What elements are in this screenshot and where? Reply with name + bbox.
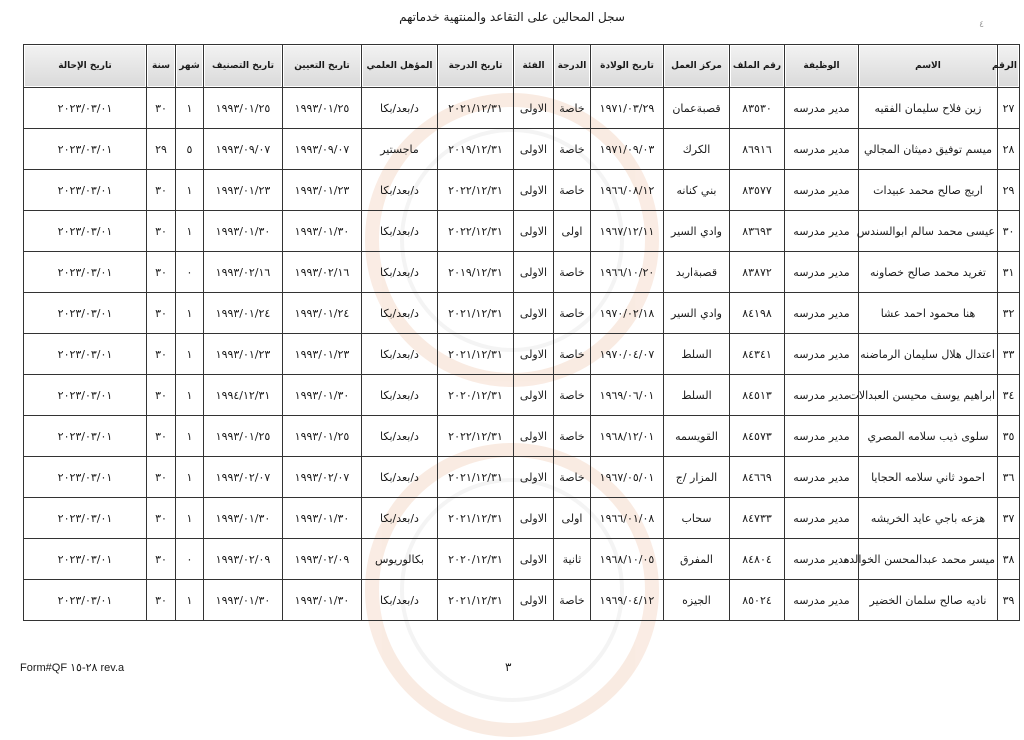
cell-job: مدير مدرسه — [785, 375, 859, 416]
cell-job: مدير مدرسه — [785, 170, 859, 211]
table-row — [24, 539, 1020, 580]
cell-no: ٣٢ — [998, 293, 1020, 334]
cell-year: ٣٠ — [147, 211, 176, 252]
col-header-classify-date: تاريخ التصنيف — [204, 45, 283, 88]
cell-referral-date: ٢٠٢٣/٠٣/٠١ — [24, 334, 147, 375]
cell-birth: ١٩٦٨/١٠/٠٥ — [591, 539, 664, 580]
table-row — [24, 334, 1020, 375]
cell-qualification: د/بعد/بكا — [362, 375, 438, 416]
cell-grade-date: ٢٠٢١/١٢/٣١ — [438, 580, 514, 621]
cell-file-no: ٨٤٥١٣ — [730, 375, 785, 416]
cell-qualification: د/بعد/بكا — [362, 252, 438, 293]
cell-name: هنا محمود احمد عشا — [859, 293, 998, 334]
cell-classify-date: ١٩٩٣/٠٢/١٦ — [204, 252, 283, 293]
cell-birth: ١٩٧١/٠٩/٠٣ — [591, 129, 664, 170]
cell-qualification: د/بعد/بكا — [362, 293, 438, 334]
cell-category: الاولى — [514, 293, 554, 334]
cell-name: زين فلاح سليمان الفقيه — [859, 88, 998, 129]
cell-birth: ١٩٧١/٠٣/٢٩ — [591, 88, 664, 129]
cell-job: مدير مدرسه — [785, 416, 859, 457]
cell-file-no: ٨٣٥٣٠ — [730, 88, 785, 129]
cell-file-no: ٨٣٦٩٣ — [730, 211, 785, 252]
cell-workplace: السلط — [664, 375, 730, 416]
table-row — [24, 129, 1020, 170]
cell-name: ناديه صالح سلمان الخضير — [859, 580, 998, 621]
cell-category: الاولى — [514, 539, 554, 580]
cell-file-no: ٨٤٨٠٤ — [730, 539, 785, 580]
col-header-qualification: المؤهل العلمي — [362, 45, 438, 88]
cell-grade: خاصة — [554, 129, 591, 170]
cell-year: ٣٠ — [147, 498, 176, 539]
cell-grade: ثانية — [554, 539, 591, 580]
cell-grade-date: ٢٠٢٢/١٢/٣١ — [438, 170, 514, 211]
page-title: سجل المحالين على التقاعد والمنتهية خدماتهم — [399, 10, 625, 24]
cell-month: ١ — [176, 334, 204, 375]
cell-category: الاولى — [514, 416, 554, 457]
cell-month: ٠ — [176, 539, 204, 580]
cell-qualification: د/بعد/بكا — [362, 416, 438, 457]
cell-month: ١ — [176, 170, 204, 211]
cell-grade-date: ٢٠٢٠/١٢/٣١ — [438, 539, 514, 580]
cell-classify-date: ١٩٩٣/٠١/٣٠ — [204, 580, 283, 621]
cell-job: مدير مدرسه — [785, 457, 859, 498]
cell-job: مدير مدرسه — [785, 580, 859, 621]
cell-job: مدير مدرسه — [785, 334, 859, 375]
cell-file-no: ٨٤٧٣٣ — [730, 498, 785, 539]
cell-classify-date: ١٩٩٣/٠١/٢٥ — [204, 88, 283, 129]
cell-classify-date: ١٩٩٣/٠٢/٠٧ — [204, 457, 283, 498]
col-header-file-no: رقم الملف — [730, 45, 785, 88]
cell-category: الاولى — [514, 170, 554, 211]
cell-grade: خاصة — [554, 170, 591, 211]
cell-appoint-date: ١٩٩٣/٠٩/٠٧ — [283, 129, 362, 170]
table-row — [24, 252, 1020, 293]
cell-grade-date: ٢٠٢١/١٢/٣١ — [438, 334, 514, 375]
cell-month: ١ — [176, 88, 204, 129]
cell-no: ٣٨ — [998, 539, 1020, 580]
cell-category: الاولى — [514, 211, 554, 252]
cell-job: مدير مدرسه — [785, 293, 859, 334]
cell-workplace: وادي السير — [664, 293, 730, 334]
cell-grade-date: ٢٠٢٠/١٢/٣١ — [438, 375, 514, 416]
cell-qualification: د/بعد/بكا — [362, 211, 438, 252]
cell-workplace: الجيزه — [664, 580, 730, 621]
table-row — [24, 498, 1020, 539]
col-header-referral-date: تاريخ الإحالة — [24, 45, 147, 88]
col-header-no: الرقم — [998, 45, 1020, 88]
cell-classify-date: ١٩٩٣/٠١/٢٥ — [204, 416, 283, 457]
cell-grade-date: ٢٠٢١/١٢/٣١ — [438, 88, 514, 129]
cell-appoint-date: ١٩٩٣/٠٢/٠٩ — [283, 539, 362, 580]
cell-birth: ١٩٦٦/٠٨/١٢ — [591, 170, 664, 211]
cell-classify-date: ١٩٩٣/٠١/٣٠ — [204, 211, 283, 252]
cell-grade: خاصة — [554, 252, 591, 293]
cell-year: ٣٠ — [147, 416, 176, 457]
cell-referral-date: ٢٠٢٣/٠٣/٠١ — [24, 457, 147, 498]
cell-qualification: بكالوريوس — [362, 539, 438, 580]
cell-file-no: ٨٥٠٢٤ — [730, 580, 785, 621]
cell-classify-date: ١٩٩٣/٠١/٢٣ — [204, 334, 283, 375]
cell-month: ١ — [176, 293, 204, 334]
cell-year: ٣٠ — [147, 334, 176, 375]
cell-appoint-date: ١٩٩٣/٠١/٢٣ — [283, 170, 362, 211]
table-row — [24, 88, 1020, 129]
cell-qualification: د/بعد/بكا — [362, 498, 438, 539]
table-header-row — [24, 45, 1020, 88]
cell-referral-date: ٢٠٢٣/٠٣/٠١ — [24, 170, 147, 211]
cell-birth: ١٩٧٠/٠٤/٠٧ — [591, 334, 664, 375]
cell-workplace: القويسمه — [664, 416, 730, 457]
cell-no: ٣٧ — [998, 498, 1020, 539]
cell-name: اعتدال هلال سليمان الرماضنه — [859, 334, 998, 375]
cell-appoint-date: ١٩٩٣/٠٢/١٦ — [283, 252, 362, 293]
col-header-grade: الدرجة — [554, 45, 591, 88]
cell-workplace: الكرك — [664, 129, 730, 170]
cell-classify-date: ١٩٩٣/٠٢/٠٩ — [204, 539, 283, 580]
cell-grade: خاصة — [554, 375, 591, 416]
cell-month: ٠ — [176, 252, 204, 293]
cell-referral-date: ٢٠٢٣/٠٣/٠١ — [24, 498, 147, 539]
cell-no: ٣٠ — [998, 211, 1020, 252]
table-row — [24, 211, 1020, 252]
cell-name: احمود ثاني سلامه الحجايا — [859, 457, 998, 498]
cell-appoint-date: ١٩٩٣/٠١/٣٠ — [283, 498, 362, 539]
cell-referral-date: ٢٠٢٣/٠٣/٠١ — [24, 416, 147, 457]
cell-appoint-date: ١٩٩٣/٠١/٢٥ — [283, 88, 362, 129]
cell-grade-date: ٢٠٢١/١٢/٣١ — [438, 498, 514, 539]
cell-no: ٢٧ — [998, 88, 1020, 129]
col-header-year: سنة — [147, 45, 176, 88]
cell-category: الاولى — [514, 129, 554, 170]
cell-grade-date: ٢٠٢١/١٢/٣١ — [438, 457, 514, 498]
cell-job: مدير مدرسه — [785, 252, 859, 293]
cell-qualification: ماجستير — [362, 129, 438, 170]
cell-grade: خاصة — [554, 580, 591, 621]
cell-category: الاولى — [514, 375, 554, 416]
cell-no: ٣٩ — [998, 580, 1020, 621]
cell-month: ١ — [176, 457, 204, 498]
cell-birth: ١٩٧٠/٠٢/١٨ — [591, 293, 664, 334]
cell-name: ميسر محمد عبدالمحسن الخوالده — [859, 539, 998, 580]
cell-file-no: ٨٦٩١٦ — [730, 129, 785, 170]
col-header-workplace: مركز العمل — [664, 45, 730, 88]
cell-appoint-date: ١٩٩٣/٠١/٣٠ — [283, 211, 362, 252]
col-header-category: الفئة — [514, 45, 554, 88]
cell-job: مدير مدرسه — [785, 88, 859, 129]
cell-referral-date: ٢٠٢٣/٠٣/٠١ — [24, 129, 147, 170]
cell-workplace: قصبةاربد — [664, 252, 730, 293]
cell-birth: ١٩٦٨/١٢/٠١ — [591, 416, 664, 457]
cell-file-no: ٨٤١٩٨ — [730, 293, 785, 334]
cell-year: ٢٩ — [147, 129, 176, 170]
cell-appoint-date: ١٩٩٣/٠١/٢٣ — [283, 334, 362, 375]
cell-no: ٣٤ — [998, 375, 1020, 416]
cell-category: الاولى — [514, 498, 554, 539]
table-row — [24, 170, 1020, 211]
cell-birth: ١٩٦٦/٠١/٠٨ — [591, 498, 664, 539]
cell-appoint-date: ١٩٩٣/٠١/٣٠ — [283, 375, 362, 416]
cell-birth: ١٩٦٩/٠٦/٠١ — [591, 375, 664, 416]
cell-no: ٣٥ — [998, 416, 1020, 457]
cell-grade-date: ٢٠١٩/١٢/٣١ — [438, 252, 514, 293]
cell-qualification: د/بعد/بكا — [362, 580, 438, 621]
cell-birth: ١٩٦٧/١٢/١١ — [591, 211, 664, 252]
cell-workplace: المفرق — [664, 539, 730, 580]
cell-grade-date: ٢٠٢١/١٢/٣١ — [438, 293, 514, 334]
col-header-grade-date: تاريخ الدرجة — [438, 45, 514, 88]
cell-workplace: سحاب — [664, 498, 730, 539]
table-row — [24, 416, 1020, 457]
cell-job: مدير مدرسه — [785, 498, 859, 539]
cell-no: ٣٣ — [998, 334, 1020, 375]
cell-appoint-date: ١٩٩٣/٠١/٣٠ — [283, 580, 362, 621]
cell-grade: اولى — [554, 498, 591, 539]
cell-name: ابراهيم يوسف محيسن العبدالات — [859, 375, 998, 416]
table-row — [24, 580, 1020, 621]
cell-month: ١ — [176, 580, 204, 621]
cell-year: ٣٠ — [147, 170, 176, 211]
cell-category: الاولى — [514, 580, 554, 621]
cell-month: ١ — [176, 416, 204, 457]
cell-workplace: السلط — [664, 334, 730, 375]
cell-category: الاولى — [514, 252, 554, 293]
table-row — [24, 375, 1020, 416]
cell-grade: خاصة — [554, 416, 591, 457]
cell-month: ١ — [176, 498, 204, 539]
cell-grade: خاصة — [554, 457, 591, 498]
cell-grade: خاصة — [554, 293, 591, 334]
cell-year: ٣٠ — [147, 580, 176, 621]
cell-classify-date: ١٩٩٣/٠١/٢٣ — [204, 170, 283, 211]
cell-name: اريج صالح محمد عبيدات — [859, 170, 998, 211]
cell-category: الاولى — [514, 457, 554, 498]
cell-referral-date: ٢٠٢٣/٠٣/٠١ — [24, 211, 147, 252]
cell-birth: ١٩٦٦/١٠/٢٠ — [591, 252, 664, 293]
cell-workplace: المزار /ج — [664, 457, 730, 498]
cell-grade-date: ٢٠٢٢/١٢/٣١ — [438, 416, 514, 457]
cell-workplace: قصبةعمان — [664, 88, 730, 129]
cell-birth: ١٩٦٧/٠٥/٠١ — [591, 457, 664, 498]
cell-qualification: د/بعد/بكا — [362, 334, 438, 375]
cell-category: الاولى — [514, 88, 554, 129]
cell-job: مدير مدرسه — [785, 539, 859, 580]
cell-file-no: ٨٣٨٧٢ — [730, 252, 785, 293]
page-number: ٣ — [505, 660, 512, 674]
cell-year: ٣٠ — [147, 539, 176, 580]
cell-month: ١ — [176, 211, 204, 252]
cell-qualification: د/بعد/بكا — [362, 457, 438, 498]
corner-mark: ٤ — [979, 20, 984, 30]
cell-grade: خاصة — [554, 334, 591, 375]
cell-grade: خاصة — [554, 88, 591, 129]
cell-job: مدير مدرسه — [785, 129, 859, 170]
cell-referral-date: ٢٠٢٣/٠٣/٠١ — [24, 375, 147, 416]
cell-referral-date: ٢٠٢٣/٠٣/٠١ — [24, 580, 147, 621]
cell-workplace: وادي السير — [664, 211, 730, 252]
retirement-register-table — [23, 44, 1020, 621]
cell-category: الاولى — [514, 334, 554, 375]
cell-qualification: د/بعد/بكا — [362, 88, 438, 129]
cell-classify-date: ١٩٩٣/٠١/٢٤ — [204, 293, 283, 334]
cell-file-no: ٨٤٣٤١ — [730, 334, 785, 375]
cell-no: ٣١ — [998, 252, 1020, 293]
cell-month: ١ — [176, 375, 204, 416]
cell-birth: ١٩٦٩/٠٤/١٢ — [591, 580, 664, 621]
col-header-job: الوظيفة — [785, 45, 859, 88]
cell-name: عيسى محمد سالم ابوالسندس — [859, 211, 998, 252]
cell-month: ٥ — [176, 129, 204, 170]
cell-referral-date: ٢٠٢٣/٠٣/٠١ — [24, 88, 147, 129]
cell-qualification: د/بعد/بكا — [362, 170, 438, 211]
cell-referral-date: ٢٠٢٣/٠٣/٠١ — [24, 252, 147, 293]
cell-name: هزعه باجي عايد الخريشه — [859, 498, 998, 539]
cell-appoint-date: ١٩٩٣/٠١/٢٥ — [283, 416, 362, 457]
cell-year: ٣٠ — [147, 293, 176, 334]
table-row — [24, 293, 1020, 334]
cell-year: ٣٠ — [147, 88, 176, 129]
cell-grade-date: ٢٠٢٢/١٢/٣١ — [438, 211, 514, 252]
cell-year: ٣٠ — [147, 252, 176, 293]
cell-job: مدير مدرسه — [785, 211, 859, 252]
cell-classify-date: ١٩٩٤/١٢/٣١ — [204, 375, 283, 416]
cell-name: سلوى ذيب سلامه المصري — [859, 416, 998, 457]
cell-name: ميسم توفيق دميثان المجالي — [859, 129, 998, 170]
col-header-name: الاسم — [859, 45, 998, 88]
cell-grade-date: ٢٠١٩/١٢/٣١ — [438, 129, 514, 170]
cell-year: ٣٠ — [147, 375, 176, 416]
col-header-appoint-date: تاريخ التعيين — [283, 45, 362, 88]
cell-workplace: بني كنانه — [664, 170, 730, 211]
cell-referral-date: ٢٠٢٣/٠٣/٠١ — [24, 293, 147, 334]
cell-no: ٢٩ — [998, 170, 1020, 211]
cell-no: ٣٦ — [998, 457, 1020, 498]
cell-referral-date: ٢٠٢٣/٠٣/٠١ — [24, 539, 147, 580]
cell-classify-date: ١٩٩٣/٠١/٣٠ — [204, 498, 283, 539]
cell-file-no: ٨٤٦٦٩ — [730, 457, 785, 498]
col-header-month: شهر — [176, 45, 204, 88]
cell-appoint-date: ١٩٩٣/٠١/٢٤ — [283, 293, 362, 334]
cell-appoint-date: ١٩٩٣/٠٢/٠٧ — [283, 457, 362, 498]
cell-year: ٣٠ — [147, 457, 176, 498]
cell-no: ٢٨ — [998, 129, 1020, 170]
form-code: Form#QF ٢٨-١٥ rev.a — [20, 662, 125, 674]
cell-file-no: ٨٣٥٧٧ — [730, 170, 785, 211]
cell-classify-date: ١٩٩٣/٠٩/٠٧ — [204, 129, 283, 170]
cell-grade: اولى — [554, 211, 591, 252]
col-header-birth: تاريخ الولادة — [591, 45, 664, 88]
cell-file-no: ٨٤٥٧٣ — [730, 416, 785, 457]
cell-name: تغريد محمد صالح خصاونه — [859, 252, 998, 293]
table-row — [24, 457, 1020, 498]
